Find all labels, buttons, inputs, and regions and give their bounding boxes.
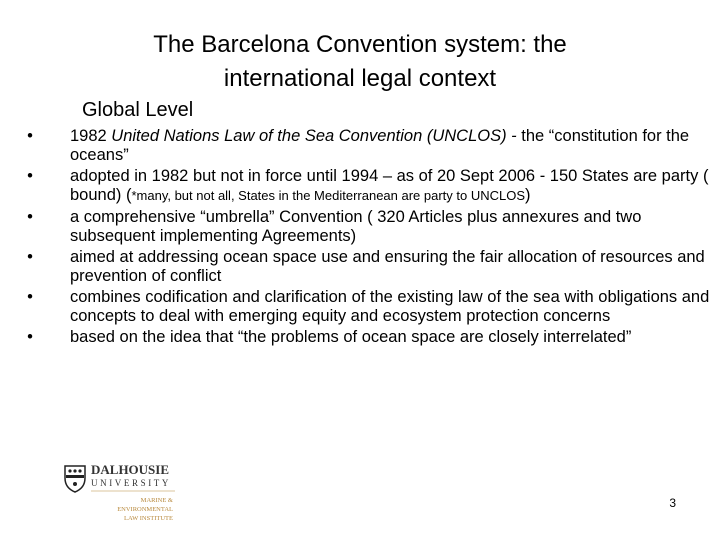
bullet-text: based on the idea that “the problems of ocean space are closely interrelated” [70,328,632,346]
crest-icon [65,466,85,492]
slide-title [60,28,660,96]
bullet-list [20,127,710,350]
dalhousie-logo [63,462,213,524]
slide-subtitle: Global Level [82,99,194,121]
logo-law-institute-text: LAW INSTITUTE [123,515,173,522]
logo-graphic [63,462,213,524]
bullet-text: ) [525,185,531,204]
logo-marine-text: MARINE & [140,497,173,504]
slide-title-line-1: The Barcelona Convention system: the [153,31,567,58]
logo-university-text: UNIVERSITY [91,478,171,488]
logo-environmental-text: ENVIRONMENTAL [117,506,173,513]
bullet-text: United Nations Law of the Sea Convention (UNCLOS) - [111,127,517,145]
bullet-item [20,167,710,205]
bullet-item [20,208,710,245]
bullet-marker: • [27,208,33,226]
bullet-text: 1982 [70,127,112,145]
logo-dalhousie-text: DALHOUSIE [91,462,170,477]
bullet-item [20,248,710,285]
bullet-text: adopted in 1982 but not in force until 1994 – as of 20 Sept 2006 - 150 States are party ( bound) ( [70,167,709,204]
bullet-item [20,328,710,347]
bullet-marker: • [27,167,33,185]
bullet-item [20,127,710,164]
slide-title-line-2: international legal context [223,65,497,92]
bullet-text: *many, but not all, States in the Mediterranean are party to UNCLOS [131,187,526,203]
bullet-text: a comprehensive “umbrella” Convention ( 320 Articles plus annexures and two subsequent implementing Agreements) [70,208,642,245]
bullet-text: combines codification and clarification of the existing law of the sea with obligations and concepts to deal with emerging equity and ecosystem protection concerns [70,288,710,325]
bullet-marker: • [27,127,33,145]
bullet-marker: • [27,288,33,306]
bullet-marker: • [27,328,33,346]
bullet-text: aimed at addressing ocean space use and ensuring the fair allocation of resources and prevention of conflict [70,248,705,285]
bullet-marker: • [27,248,33,266]
bullet-text: the “constitution for the oceans” [70,127,690,164]
bullet-item [20,288,710,325]
page-number: 3 [669,496,676,510]
